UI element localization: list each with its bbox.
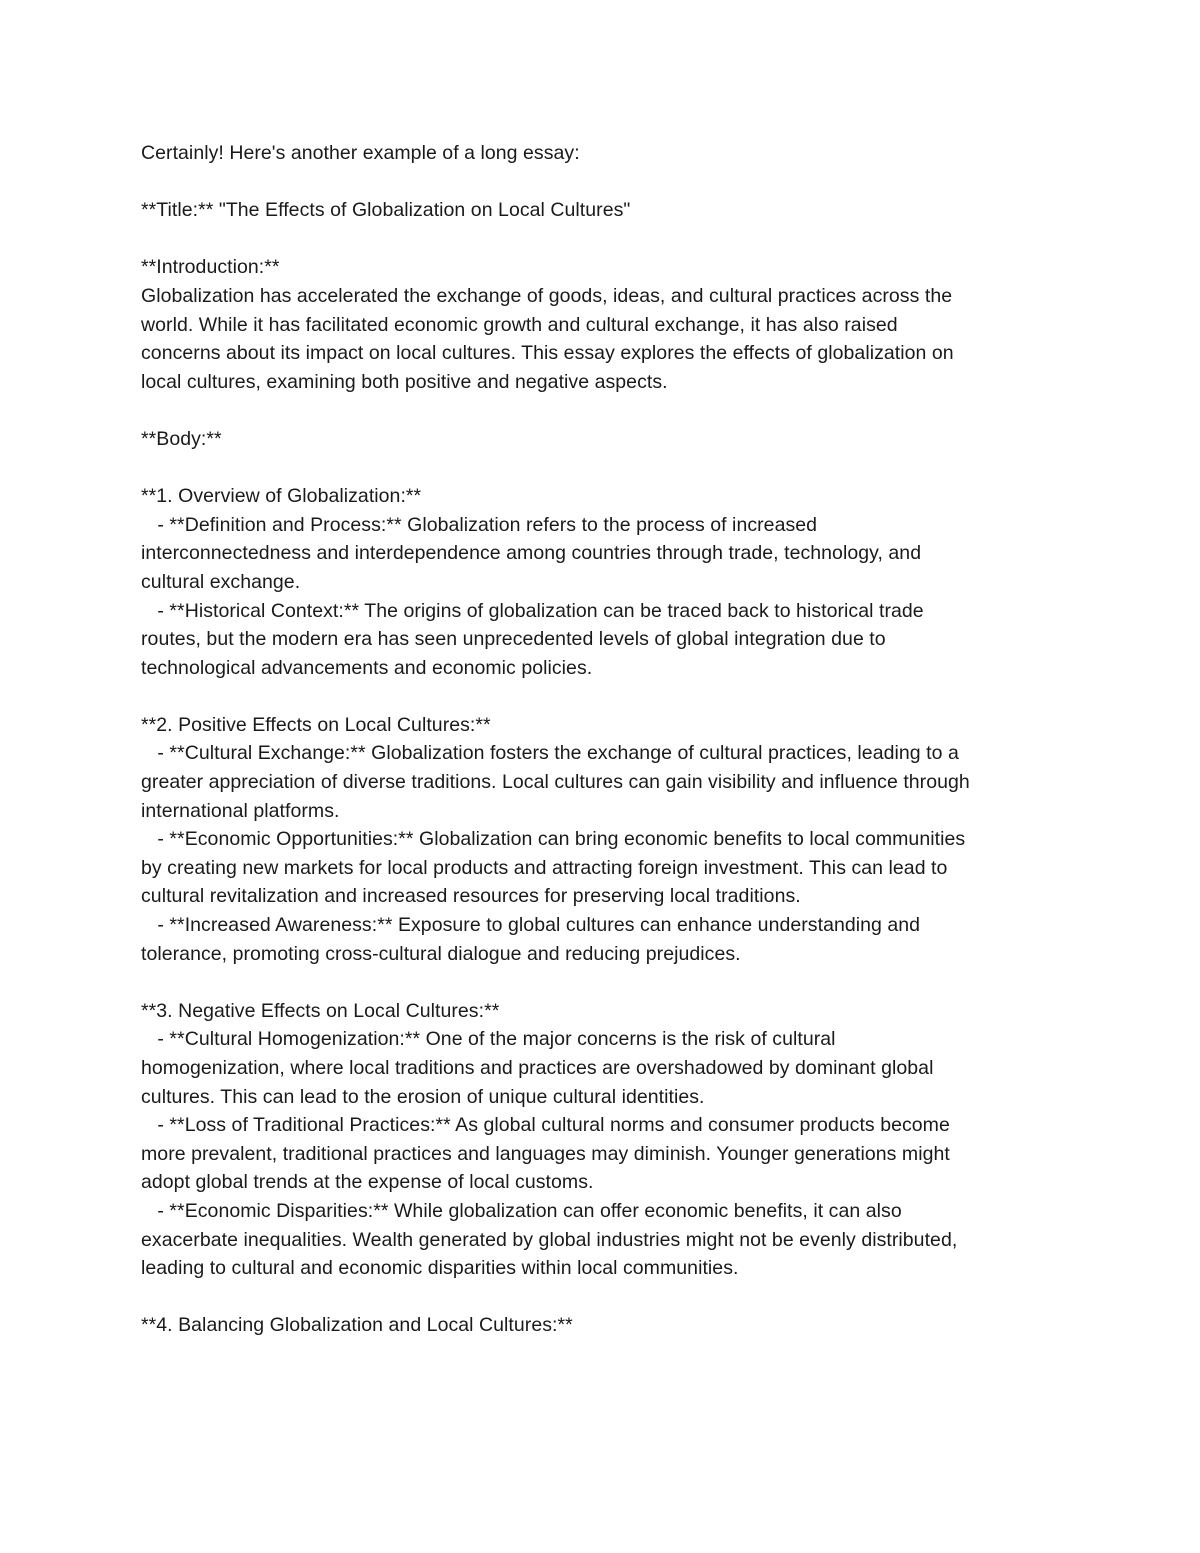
section-heading-introduction: **Introduction:** [141,256,280,279]
paragraph-line: technological advancements and economic policies. [141,656,593,679]
blank-line [141,1283,1061,1312]
section-heading-negative-effects: **3. Negative Effects on Local Cultures:** [141,999,500,1022]
paragraph-line: by creating new markets for local products and attracting foreign investment. This can lead to [141,856,948,879]
bullet-line: - **Definition and Process:** Globalization refers to the process of increased [141,513,818,536]
paragraph-line: greater appreciation of diverse traditions. Local cultures can gain visibility and influence through [141,771,970,794]
section-heading-positive-effects: **2. Positive Effects on Local Cultures:** [141,713,491,736]
paragraph-line: local cultures, examining both positive and negative aspects. [141,370,668,393]
paragraph-line: routes, but the modern era has seen unprecedented levels of global integration due to [141,628,886,651]
paragraph-line: cultural revitalization and increased resources for preserving local traditions. [141,885,801,908]
bullet-line: - **Loss of Traditional Practices:** As global cultural norms and consumer products become [141,1114,950,1137]
paragraph-line: leading to cultural and economic disparities within local communities. [141,1257,739,1280]
paragraph-line: homogenization, where local traditions and practices are overshadowed by dominant global [141,1057,934,1079]
essay-title: **Title:** "The Effects of Globalization on Local Cultures" [141,199,631,222]
blank-line [141,968,1061,997]
blank-line [141,682,1061,711]
bullet-line: - **Cultural Homogenization:** One of the major concerns is the risk of cultural [141,1028,836,1051]
paragraph-line: world. While it has facilitated economic growth and cultural exchange, it has also raised [141,313,898,336]
paragraph-line: exacerbate inequalities. Wealth generated by global industries might not be evenly distributed, [141,1228,958,1251]
bullet-line: - **Economic Opportunities:** Globalization can bring economic benefits to local communities [141,828,966,851]
paragraph-line: tolerance, promoting cross-cultural dialogue and reducing prejudices. [141,942,741,965]
paragraph-line: adopt global trends at the expense of local customs. [141,1171,594,1194]
paragraph-line: cultural exchange. [141,570,301,593]
bullet-line: - **Cultural Exchange:** Globalization fosters the exchange of cultural practices, leading to a [141,742,959,765]
intro-line: Certainly! Here's another example of a long essay: [141,142,580,164]
paragraph-line: more prevalent, traditional practices and languages may diminish. Younger generations might [141,1142,950,1165]
paragraph-line: concerns about its impact on local cultures. This essay explores the effects of globalization on [141,342,954,365]
document-body [141,139,1061,1340]
section-heading-overview: **1. Overview of Globalization:** [141,485,422,508]
section-heading-body: **Body:** [141,427,222,450]
bullet-line: - **Economic Disparities:** While globalization can offer economic benefits, it can also [141,1199,902,1222]
blank-line [141,168,1061,197]
paragraph-line: cultures. This can lead to the erosion of unique cultural identities. [141,1085,705,1108]
paragraph-line: interconnectedness and interdependence among countries through trade, technology, and [141,542,922,565]
blank-line [141,454,1061,483]
paragraph-line: international platforms. [141,799,340,822]
bullet-line: - **Increased Awareness:** Exposure to global cultures can enhance understanding and [141,914,921,937]
bullet-line: - **Historical Context:** The origins of globalization can be traced back to historical trade [141,599,924,622]
blank-line [141,396,1061,425]
paragraph-line: Globalization has accelerated the exchange of goods, ideas, and cultural practices across the [141,284,953,307]
section-heading-balancing: **4. Balancing Globalization and Local Cultures:** [141,1314,573,1337]
blank-line [141,225,1061,254]
